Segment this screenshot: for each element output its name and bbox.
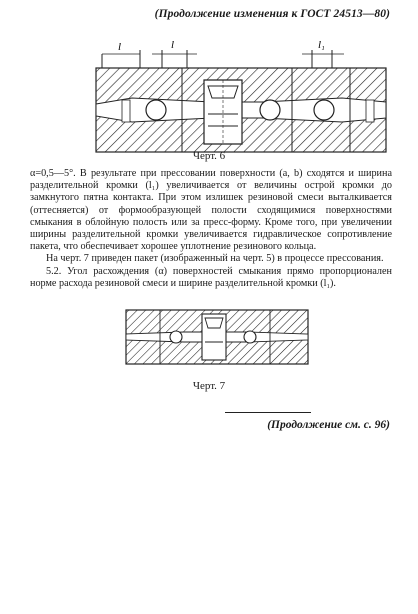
figure-6-caption: Черт. 6: [192, 150, 226, 162]
figure-7-caption: Черт. 7: [192, 380, 226, 392]
paragraph-2: На черт. 7 приведен пакет (изображенный на черт. 5) в процессе прессования.: [46, 253, 384, 265]
paragraph-1: α=0,5—5°. В результате при прессовании поверхности (a, b) сходятся и ширина разделительной кромки (l₁) увеличивается от величины острой кромки до замкнутого пятна контакта. При этом излишек резиновой смеси выталкивается (оттесняется) от формообразующей полости сходящимися поверхностями смыкания в облойную полость или за пресс-форму. Кроме того, при увеличении ширины разделительной кромки увеличивается гидравлическое сопротивление пакета, что обеспечивает хорошее уплотнение резинового кольца.: [30, 168, 392, 253]
figure-6-drawing: [92, 26, 392, 154]
paragraph-3: 5.2. Угол расхождения (α) поверхностей смыкания прямо пропорционален норме расхода резиновой смеси и ширине разделительной кромки (l₁).: [30, 265, 392, 289]
page-header: (Продолжение изменения к ГОСТ 24513—80): [154, 8, 390, 20]
divider-line: [225, 412, 311, 413]
page-footer: (Продолжение см. с. 96): [267, 419, 390, 431]
dim-label-l-1: l: [118, 41, 122, 53]
figure-7-drawing: [124, 306, 310, 366]
dim-label-l-2: l: [171, 39, 175, 51]
dim-label-l1: l₁: [318, 39, 325, 51]
body-text: [30, 168, 392, 290]
